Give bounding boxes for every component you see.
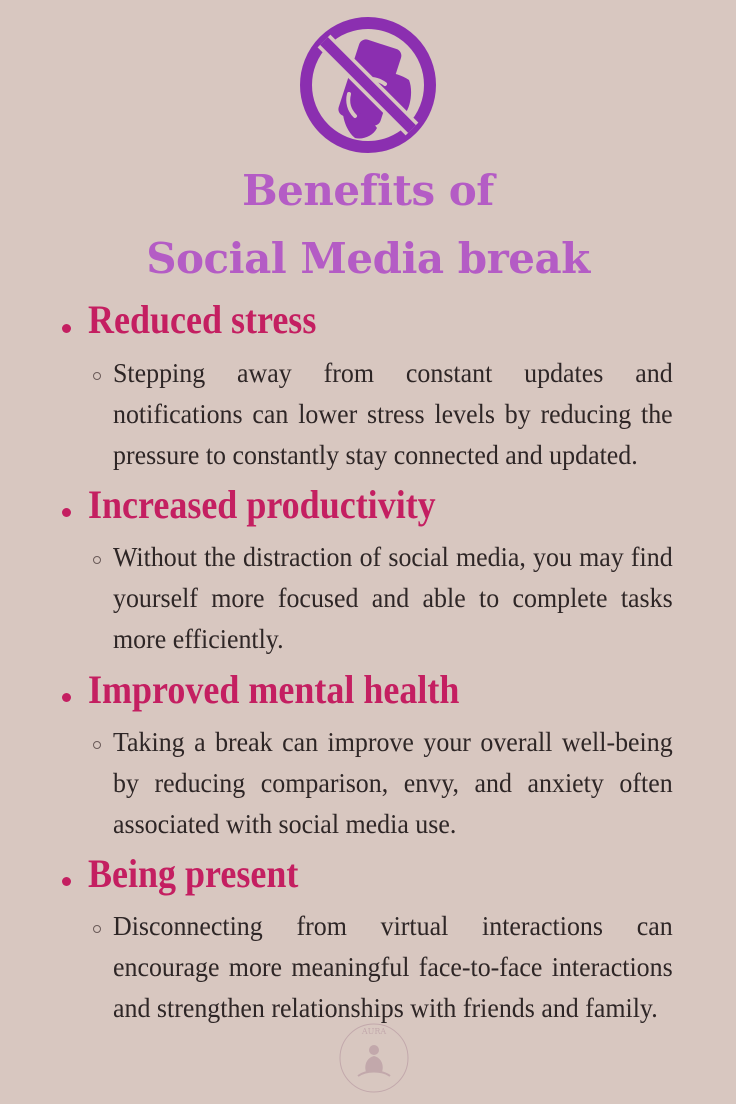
title-line-1: Benefits of xyxy=(242,166,494,215)
section-body: Disconnecting from virtual interactions can encourage more meaningful face-to-face interactions and strengthen relationships with friends and family. xyxy=(113,911,673,1023)
sub-bullet-icon xyxy=(93,925,101,933)
sub-bullet-icon xyxy=(93,372,101,380)
bullet-icon xyxy=(62,324,71,333)
bullet-icon xyxy=(62,508,71,517)
sub-bullet-icon xyxy=(93,741,101,749)
section-body: Taking a break can improve your overall well-being by reducing comparison, envy, and anxiety often associated with social media use. xyxy=(113,727,673,839)
watermark-text: AURA xyxy=(361,1027,387,1036)
section-heading: Being present xyxy=(88,851,299,896)
title-line-2: Social Media break xyxy=(146,234,590,283)
meditation-logo xyxy=(336,1020,412,1096)
bullet-icon xyxy=(62,877,71,886)
bullet-icon xyxy=(62,693,71,702)
section-heading: Increased productivity xyxy=(88,482,436,527)
section-body: Without the distraction of social media, you may find yourself more focused and able to complete tasks more efficiently. xyxy=(113,542,673,654)
sub-bullet-icon xyxy=(93,556,101,564)
no-phone-icon xyxy=(297,14,439,156)
section-heading: Improved mental health xyxy=(88,667,460,712)
section-body: Stepping away from constant updates and notifications can lower stress levels by reducing the pressure to constantly stay connected and updated. xyxy=(113,358,673,470)
section-heading: Reduced stress xyxy=(88,297,317,342)
